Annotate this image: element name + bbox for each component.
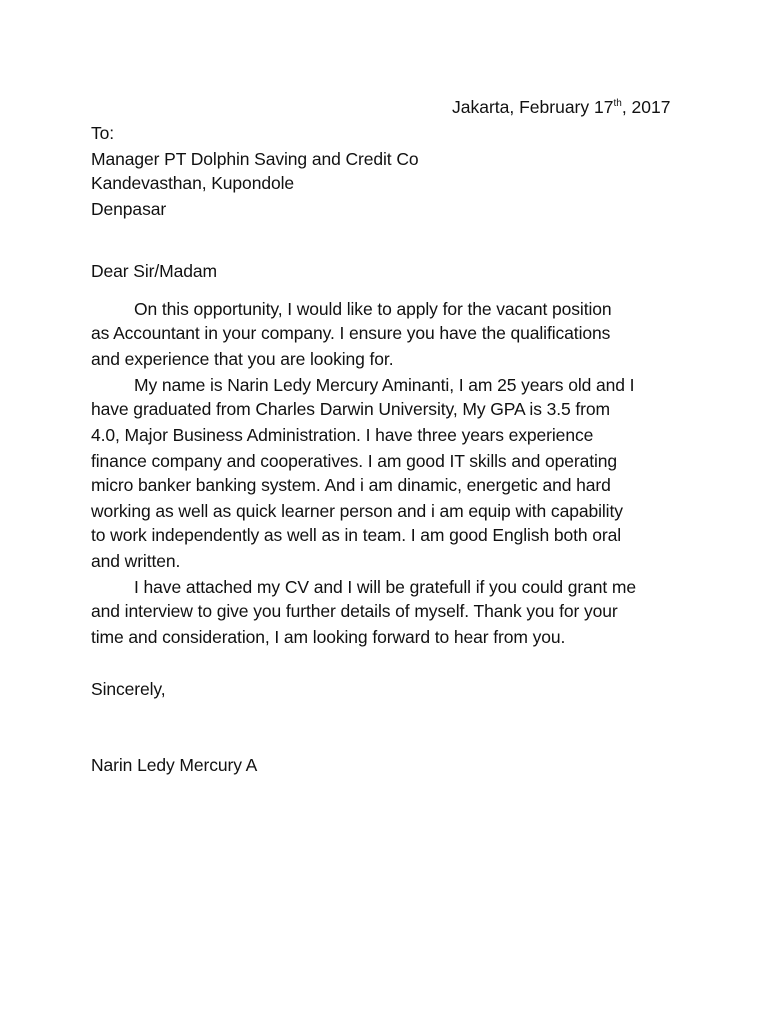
closing: Sincerely,: [91, 679, 166, 699]
recipient-line: Kandevasthan, Kupondole: [91, 173, 295, 193]
body-line: and experience that you are looking for.: [91, 349, 394, 369]
recipient-line: Denpasar: [91, 199, 167, 219]
recipient-line: Manager PT Dolphin Saving and Credit Co: [91, 149, 419, 169]
body-line: working as well as quick learner person and i am equip with capability: [91, 501, 623, 521]
body-line: finance company and cooperatives. I am good IT skills and operating: [91, 451, 618, 471]
body-line: as Accountant in your company. I ensure you have the qualifications: [91, 323, 611, 343]
body-line: My name is Narin Ledy Mercury Aminanti, I am 25 years old and I: [134, 375, 635, 395]
body-line: 4.0, Major Business Administration. I have three years experience: [91, 425, 594, 445]
letter-date: [452, 94, 670, 120]
date-prefix: Jakarta, February 17: [452, 97, 614, 117]
signature-name: Narin Ledy Mercury A: [91, 755, 258, 775]
to-label: To:: [91, 123, 115, 143]
body-line: to work independently as well as in team. I am good English both oral: [91, 525, 622, 545]
body-line: time and consideration, I am looking forward to hear from you.: [91, 627, 566, 647]
date-suffix: , 2017: [621, 97, 671, 117]
body-line: I have attached my CV and I will be gratefull if you could grant me: [134, 577, 637, 597]
salutation: Dear Sir/Madam: [91, 261, 217, 281]
body-line: micro banker banking system. And i am dinamic, energetic and hard: [91, 475, 611, 495]
date-superscript: th: [613, 98, 622, 109]
body-line: and interview to give you further details of myself. Thank you for your: [91, 601, 618, 621]
body-line: have graduated from Charles Darwin University, My GPA is 3.5 from: [91, 399, 611, 419]
body-line: On this opportunity, I would like to apply for the vacant position: [134, 299, 612, 319]
body-line: and written.: [91, 551, 181, 571]
